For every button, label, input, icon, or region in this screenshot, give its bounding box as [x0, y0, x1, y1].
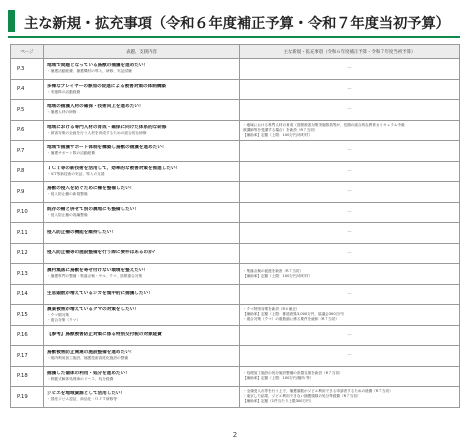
row-main-title: 鳥獣の侵入を防ぐために柵を整備したい！ [47, 186, 135, 192]
row-title-cell [44, 264, 240, 285]
table-row [11, 79, 460, 100]
row-title-cell [44, 100, 240, 121]
row-subtitle: ・被害対策の企画を行う人材を育成するための総合的な研修 [47, 130, 147, 135]
row-detail-cell [240, 366, 460, 387]
page-number: 2 [232, 431, 238, 439]
row-main-title: 地域における専門人材の育成・確保に向けた体系的な研修 [47, 124, 167, 130]
row-title-cell [44, 141, 240, 162]
row-detail-line: 【補助率】定額（上限：都道府県3,000万円、協議会300万円） [243, 312, 347, 317]
row-page-ref: P.4 [11, 79, 44, 100]
row-title-cell [44, 79, 240, 100]
row-page-ref: P.16 [11, 325, 44, 346]
header-page: ページ [11, 45, 44, 59]
projects-table [10, 44, 460, 408]
row-subtitle: ・侵入防止柵の新規整備 [47, 192, 88, 197]
row-page-ref: P.19 [11, 387, 44, 408]
row-page-ref: P.9 [11, 182, 44, 203]
table-row [11, 182, 460, 203]
table-row [11, 243, 460, 264]
row-subtitle: ・捕獲サポート隊の活動経費 [47, 151, 95, 156]
row-detail-cell [240, 182, 460, 203]
row-page-ref: P.14 [11, 284, 44, 305]
row-title-cell [44, 346, 240, 367]
row-detail-line: 【補助率】定額（上限：100万円/市町村） [243, 273, 313, 278]
row-main-title: 既存の柵と併せて別の農地にも整備したい！ [47, 206, 139, 212]
header-detail: 主な新規・拡充事項（令和６年度補正予算・令和７年度当初予算） [240, 45, 460, 59]
row-detail-cell [240, 346, 460, 367]
row-subtitle: ・複合対策（クマ） [47, 317, 81, 322]
row-page-ref: P.13 [11, 264, 44, 285]
row-main-title: 侵入防止柵等の施設整備を行う際に要件はあるのか？ [47, 250, 158, 256]
row-detail-cell [240, 325, 460, 346]
row-detail-line: ・クマ特別対策を新設（R６補正） [243, 307, 300, 312]
row-detail-line: ・東京した結果、ジビエ利用できない捕獲頭数の処分等経費（R７当初） [243, 394, 361, 399]
row-detail-cell [240, 202, 460, 223]
table-row [11, 202, 460, 223]
row-main-title: ＩＣＴ等の新技術を活用して、効率的な被害対策を推進したい！ [47, 165, 181, 171]
row-detail-line: － [346, 85, 352, 92]
row-detail-cell [240, 223, 460, 244]
table-row [11, 100, 460, 121]
row-detail-line: ・集落点検の促進を新設（R７当初） [243, 268, 303, 273]
row-subtitle: ・実施隊の活動経費 [47, 89, 81, 94]
row-detail-line: － [346, 331, 352, 338]
row-title-cell [44, 325, 240, 346]
row-page-ref: P.5 [11, 100, 44, 121]
row-detail-cell [240, 284, 460, 305]
table-row [11, 346, 460, 367]
row-title-cell [44, 182, 240, 203]
row-detail-line: － [346, 188, 352, 195]
row-detail-cell [240, 161, 460, 182]
row-main-title: 地域で問題となっている鳥獣の捕獲を進めたい！ [47, 63, 149, 69]
table-row [11, 120, 460, 141]
row-main-title: 【参考】鳥獣被害防止対策に係る特別交付税の対象経費 [47, 332, 162, 338]
row-main-title: 地域の捕獲人材の確保・技術向上を進めたい！ [47, 104, 144, 110]
row-subtitle: ・ICT等新技術の実証、導入の支援 [47, 171, 105, 176]
table-row [11, 223, 460, 244]
row-detail-line: － [346, 249, 352, 256]
table-row [11, 264, 460, 285]
row-title-cell [44, 223, 240, 244]
row-detail-cell [240, 243, 460, 264]
table-row [11, 161, 460, 182]
row-detail-line: 【補助率】定額（上限：100万円/箇所 等） [243, 376, 314, 381]
row-detail-line: － [346, 290, 352, 297]
row-detail-line: － [346, 208, 352, 215]
table-body [11, 59, 460, 408]
row-main-title: 生息頭数が増えているシカを集中的に捕獲したい！ [47, 291, 153, 297]
title-accent-bar [8, 10, 15, 32]
row-detail-line: 【補助率】定額（上限：100万円/市町村） [243, 132, 313, 137]
table-header-row [11, 45, 460, 59]
row-detail-line: ・地域における専門人材の育成（鳥獣被害対策実施隊員等が、長期の総合的な教育カリキュラム中級 [243, 122, 405, 127]
row-main-title: 地域で捕獲サポート体制を構築し鳥獣の捕獲を進めたい！ [47, 145, 167, 151]
row-main-title: ジビエを地域資源として活用したい！ [47, 391, 126, 397]
row-title-cell [44, 161, 240, 182]
row-detail-cell [240, 305, 460, 326]
row-detail-cell [240, 59, 460, 80]
row-detail-line: 被講師等を受講する場合）を新設（R７当初） [243, 127, 318, 132]
table-row [11, 387, 460, 408]
row-detail-cell [240, 387, 460, 408]
row-main-title: 多様なプレイヤーの参加の促進による被害対策の体制構築 [47, 83, 167, 89]
row-title-cell [44, 366, 240, 387]
row-detail-line: 【補助率】定額（1件当たり上限300万円） [243, 399, 314, 404]
row-subtitle: ・捕獲活動経費、捕獲機材の導入、研修、実証試験 [47, 69, 132, 74]
row-page-ref: P.8 [11, 161, 44, 182]
row-main-title: 農村集落に鳥獣を寄せ付けない環境を整えたい！ [47, 268, 149, 274]
row-subtitle: ・侵入防止柵の再編整備 [47, 212, 88, 217]
row-title-cell [44, 284, 240, 305]
row-title-cell [44, 59, 240, 80]
row-detail-cell [240, 141, 460, 162]
row-detail-line: － [346, 147, 352, 154]
row-title-cell [44, 243, 240, 264]
row-detail-line: ・全頭受入れ等を行う上で、捕獲頭数がジビエ利用できる申請者するための経費（R７当初） [243, 389, 393, 394]
row-title-cell [44, 202, 240, 223]
row-page-ref: P.7 [11, 141, 44, 162]
row-subtitle: ・移動式解体処理車のリース、処分経費 [47, 376, 114, 381]
row-title-cell [44, 120, 240, 141]
row-main-title: 侵入防止柵の機能を維持したい！ [47, 229, 116, 235]
row-main-title: 農業被害が増えているクマの対策をしたい！ [47, 306, 139, 312]
row-page-ref: P.6 [11, 120, 44, 141]
row-detail-line: － [346, 65, 352, 72]
row-detail-cell [240, 120, 460, 141]
row-page-ref: P.11 [11, 223, 44, 244]
row-page-ref: P.10 [11, 202, 44, 223]
table-row [11, 284, 460, 305]
row-main-title: 鳥獣被害防止関連の施設整備を進めたい！ [47, 350, 135, 356]
title-underline [8, 36, 460, 38]
header-title: 表題、支援内容 [44, 45, 240, 59]
table-row [11, 325, 460, 346]
row-subtitle: ・国産ジビエ認証、商品化・ＯＪＴ研修等 [47, 397, 118, 402]
row-detail-line: － [346, 167, 352, 174]
row-detail-line: ・複合対策（クマ）の複数値に係る要件を緩和（R７当初） [243, 317, 339, 322]
row-subtitle: ・クマ類対策 [47, 312, 70, 317]
row-detail-line: － [346, 106, 352, 113]
row-page-ref: P.18 [11, 366, 44, 387]
row-detail-line: － [346, 229, 352, 236]
row-main-title: 捕獲した個体の利用・処分を進めたい！ [47, 370, 130, 376]
row-detail-cell [240, 264, 460, 285]
row-subtitle: ・捕獲人材の研修 [47, 110, 77, 115]
row-page-ref: P.17 [11, 346, 44, 367]
row-detail-line: ・処理加工施設の処分施設整備の設置支援を新設（R７当初） [243, 371, 343, 376]
table-row [11, 141, 460, 162]
row-subtitle: ・焼肉利用加工施設、捕獲技術高度化施設の整備 [47, 356, 129, 361]
row-title-cell [44, 305, 240, 326]
row-detail-cell [240, 100, 460, 121]
row-subtitle: ・捕獲専門の整備・集落点検・サル、クマ、鳥獣複合対策 [47, 274, 143, 279]
row-page-ref: P.12 [11, 243, 44, 264]
page-title: 主な新規・拡充事項（令和６年度補正予算・令和７年度当初予算） [24, 16, 450, 32]
row-detail-cell [240, 79, 460, 100]
table-row [11, 59, 460, 80]
row-detail-line: － [346, 352, 352, 359]
row-page-ref: P.15 [11, 305, 44, 326]
row-page-ref: P.3 [11, 59, 44, 80]
row-title-cell [44, 387, 240, 408]
table-row [11, 305, 460, 326]
table-row [11, 366, 460, 387]
